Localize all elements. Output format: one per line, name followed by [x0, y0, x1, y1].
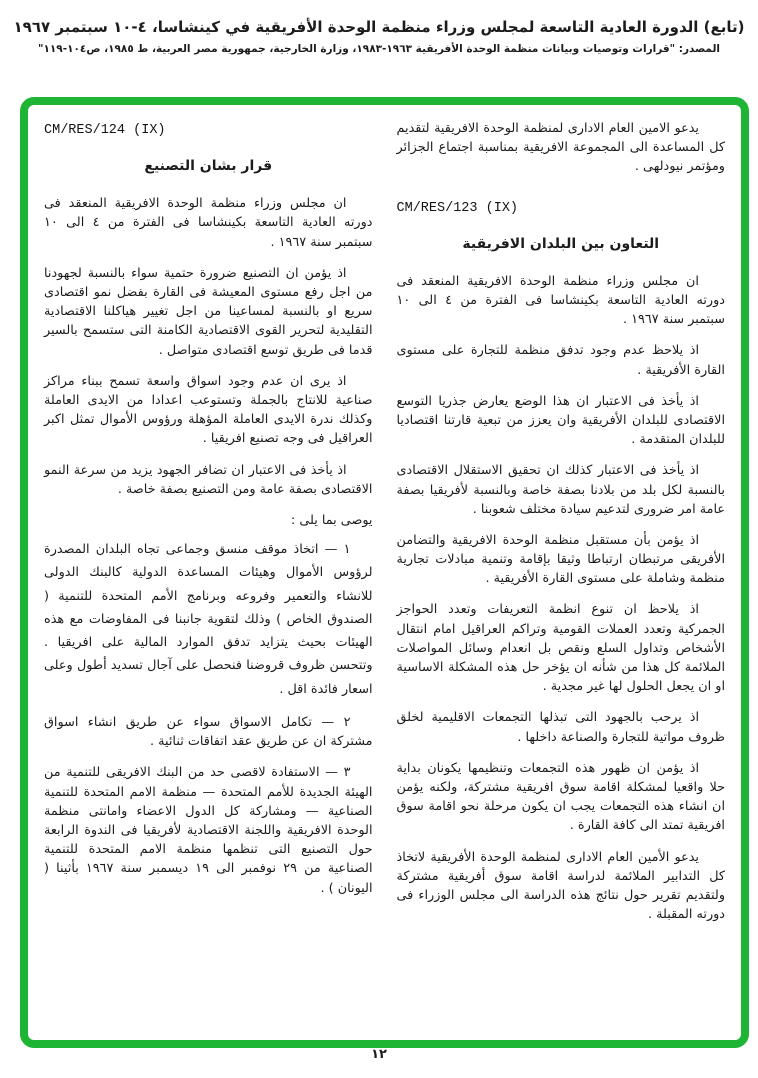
paragraph: اذ يؤمن ان التصنيع ضرورة حتمية سواء بالنسبة لجهودنا من اجل رفع مستوى المعيشة فى القارة بفضل نمو اقتصادى سريع او بالنسبة لمساعينا من اجل تغيير هياكلنا الاقتصادية التقليدية لتحرير القوى الاقتصادية الكامنة التى ستسمح بالسير قدما فى طريق توسع اقتصادى متواصل . — [44, 265, 373, 358]
paragraph: اذ يرحب بالجهود التى تبذلها التجمعات الاقليمية لخلق ظروف مواتية للتجارة والصناعة داخلها . — [396, 710, 725, 745]
resolution-title-cooperation: التعاون بين البلدان الافريقية — [462, 235, 660, 252]
paragraph: ان مجلس وزراء منظمة الوحدة الافريقية المنعقد فى دورته العادية التاسعة بكينشاسا فى الفترة من ٤ الى ١٠ سبتمبر سنة ١٩٦٧ . — [44, 196, 373, 250]
paragraph: اذ يلاحظ عدم وجود تدفق منظمة للتجارة على مستوى القارة الأفريقية . — [396, 343, 725, 378]
recommendation-item-1: ١ — اتخاذ موقف منسق وجماعى تجاه البلدان المصدرة لرؤوس الأموال وهيئات المساعدة الدولية كالبنك الدولى للانشاء والتعمير وفروعه وبرنامج الأمم المتحدة للتنمية ( الصندوق الخاص ) وذلك لتقوية جانبنا فى المفاوضات مع هذه الهيئات بحيث يتزايد تدفق الموارد المالية على افريقيا . وتتحسن ظروف قروضنا فنحصل على آجال تسديد أطول وعلى اسعار فائدة اقل . — [44, 542, 373, 697]
resolution-ref-123: CM/RES/123 (IX) — [396, 200, 519, 216]
column-right — [397, 117, 726, 1034]
header-session-title: (تابع) الدورة العادية التاسعة لمجلس وزراء منظمة الوحدة الأفريقية في كينشاسا، ٤-١٠ سبتمبر ١٩٦٧ — [13, 18, 745, 36]
paragraph: يدعو الأمين العام الادارى لمنظمة الوحدة الأفريقية لاتخاذ كل التدابير الملائمة لدراسة اقامة سوق أفريقية مشتركة ولتقديم تقرير حول نتائج هذه الدراسة الى مجلس الوزراء فى دورته المقبلة . — [396, 849, 725, 923]
recommendations-lead-in: يوصى بما يلى : — [290, 512, 373, 528]
paragraph: اذ يؤمن بأن مستقبل منظمة الوحدة الافريقية والتضامن الأفريقى مرتبطان ارتباطا وثيقا بإقامة وتنمية مبادلات تجارية منظمة وشاملة على مستوى القارة الأفريقية . — [396, 532, 725, 587]
column-left — [44, 117, 373, 1034]
paragraph: اذ يرى ان عدم وجود اسواق واسعة تسمح ببناء مراكز صناعية للانتاج بالجملة وتستوعب اعدادا من الايدى العاملة وكذلك ندرة الايدى العاملة المؤهلة ورؤوس الأموال تمثل اكبر العراقيل فى وجه تصنيع افريقيا . — [44, 373, 373, 447]
content-frame — [20, 97, 749, 1048]
continuation-paragraph: يدعو الامين العام الادارى لمنظمة الوحدة الافريقية لتقديم كل المساعدة الى المجموعة الافريقية بمناسبة اجتماع الجزائر ومؤتمر نيودلهى . — [396, 121, 725, 175]
paragraph: اذ يؤمن ان ظهور هذه التجمعات وتنظيمها يكونان بداية حلا واقعيا لمشكلة اقامة سوق افريقية مشتركة، ولكنه يؤمن ان انشاء هذه التجمعات يجب ان يكون مرحلة نحو اقامة سوق افريقية تمتد الى كافة القارة . — [396, 760, 725, 834]
recommendation-item-2: ٢ — تكامل الاسواق سواء عن طريق انشاء اسواق مشتركة ان عن طريق عقد اتفاقات ثنائية . — [44, 715, 373, 750]
two-column-layout — [44, 117, 725, 1034]
paragraph: اذ يلاحظ ان تنوع انظمة التعريفات وتعدد الحواجز الجمركية وتعدد العملات القومية وتراكم العراقيل امام انتقال الأشخاص وتداول السلع ونقص بل انعدام وسائل المواصلات الملائمة كل هذا من شأنه ان يؤخر حل هذه المشكلة الاساسية او ان يجعل الحلول لها غير مجدية . — [396, 602, 725, 695]
paragraph: اذ يأخذ فى الاعتبار ان هذا الوضع يعارض جذريا التوسع الاقتصادى للبلدان الأفريقية وان يعزز من تبعية قارتنا اقتصاديا للبلدان المتقدمة . — [396, 393, 725, 448]
page-number: ١٢ — [371, 1047, 387, 1062]
paragraph: ان مجلس وزراء منظمة الوحدة الافريقية المنعقد فى دورته العادية التاسعة بكينشاسا فى الفترة من ٤ الى ١٠ سبتمبر سنة ١٩٦٧ . — [396, 273, 725, 328]
resolution-ref-124: CM/RES/124 (IX) — [44, 123, 166, 138]
document-header — [0, 18, 758, 55]
header-source-citation: المصدر: "قرارات وتوصيات وبيانات منظمة الوحدة الأفريقية ١٩٦٣-١٩٨٣، وزارة الخارجية، جمهورية مصر العربية، ط ١٩٨٥، ص١٠٤-١١٩" — [38, 43, 720, 55]
recommendation-item-3: ٣ — الاستفادة لاقصى حد من البنك الافريقى للتنمية من الهيئة الجديدة للأمم المتحدة — منظمة الامم المتحدة للتنمية الصناعية — ومشاركة كل الدول الاعضاء وامانتى منظمة الوحدة الافريقية واللجنة الاقتصادية لأفريقيا فى الندوة الرابعة حول التصنيع التى تنظمها منظمة الامم المتحدة للتنمية الصناعية من ٢٩ نوفمبر الى ١٩ ديسمبر سنة ١٩٦٧ بأثينا ( اليونان ) . — [44, 765, 373, 896]
resolution-title-industrialization: قرار بشان التصنيع — [144, 158, 273, 175]
paragraph: اذ يأخذ فى الاعتبار ان تضافر الجهود يزيد من سرعة النمو الاقتصادى بصفة عامة ومن التصنيع بصفة خاصة . — [44, 462, 373, 497]
paragraph: اذ يأخذ فى الاعتبار كذلك ان تحقيق الاستقلال الاقتصادى بالنسبة لكل بلد من بلادنا بصفة خاصة وبالنسبة لأفريقيا بصفة عامة امر ضرورى لتدعيم سيادة مختلف شعوبنا . — [396, 463, 725, 517]
